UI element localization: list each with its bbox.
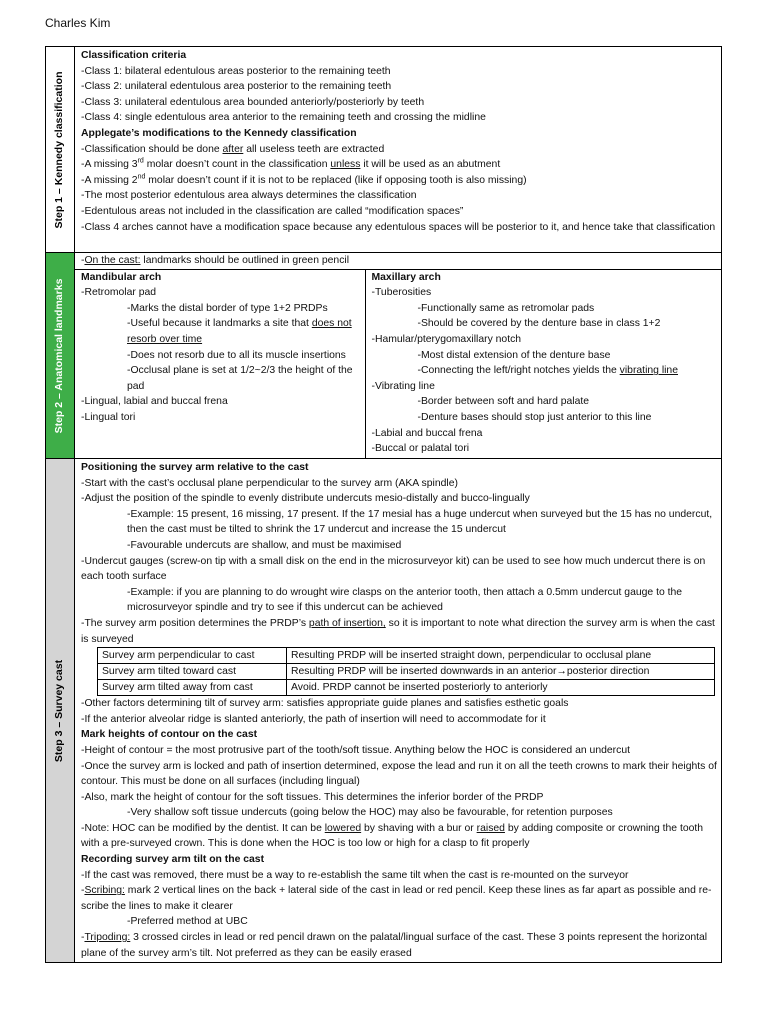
step3-line: -Adjust the position of the spindle to evenly distribute undercuts mesio-distally and bucco-lingually (81, 493, 530, 505)
step3-line: -Preferred method at UBC (127, 916, 248, 928)
step3-line: -Other factors determining tilt of survey arm: satisfies appropriate guide planes and satisfies esthetic goals (81, 698, 569, 710)
step2-row (46, 253, 722, 459)
step1-row (46, 47, 722, 253)
step3-line: -Height of contour = the most protrusive part of the tooth/soft tissue. Anything below the HOC is considered an undercut (81, 744, 630, 756)
modification-3: -A missing 2nd molar doesn’t count if it is not to be replaced (like if opposing tooth is also missing) (81, 173, 527, 186)
mandibular-heading: Mandibular arch (81, 271, 162, 283)
mandibular-item: -Marks the distal border of type 1+2 PRDPs (127, 302, 328, 314)
modification-2: -A missing 3rd molar doesn’t count in the classification unless it will be used as an abutment (81, 157, 501, 171)
maxillary-item: -Connecting the left/right notches yields the vibrating line (417, 365, 678, 377)
modification-5: -Edentulous areas not included in the classification are called “modification spaces” (81, 205, 464, 217)
step3-line: -Once the survey arm is locked and path of insertion determined, expose the lead and run it on all the teeth crowns to mark their heights of contour. This must be done on all surfaces (including lingual) (81, 760, 717, 788)
survey-arm-table (97, 647, 715, 696)
step3-content (75, 459, 722, 963)
criteria-heading: Classification criteria (81, 50, 187, 61)
step3-line: -Favourable undercuts are shallow, and must be maximised (127, 539, 402, 551)
mandibular-item: -Retromolar pad (81, 287, 157, 299)
maxillary-item: -Labial and buccal frena (371, 427, 483, 439)
class-3: -Class 3: unilateral edentulous area bounded anteriorly/posteriorly by teeth (81, 96, 425, 108)
mandibular-item: -Useful because it landmarks a site that does not resorb over time (127, 318, 352, 345)
table-row: Survey arm perpendicular to cast Resulting PRDP will be inserted straight down, perpendicular to occlusal plane (98, 648, 715, 664)
tilt-heading: Recording survey arm tilt on the cast (81, 854, 265, 866)
step3-line: -Very shallow soft tissue undercuts (going below the HOC) may also be favourable, for retention purposes (127, 807, 613, 819)
maxillary-item: -Vibrating line (371, 380, 435, 392)
step3-label: Step 3 – Survey cast (53, 659, 66, 762)
maxillary-item: -Buccal or palatal tori (371, 443, 470, 455)
mandibular-item: -Occlusal plane is set at 1/2~2/3 the height of the pad (127, 365, 353, 392)
arch-columns (75, 270, 722, 458)
notes-table (45, 46, 722, 963)
maxillary-item: -Functionally same as retromolar pads (417, 302, 595, 314)
maxillary-item: -Most distal extension of the denture base (417, 349, 611, 361)
step3-line: -Scribing: mark 2 vertical lines on the back + lateral side of the cast in lead or red pencil. Keep these lines as far apart as possible and re-scribe the lines to make it clearer (81, 885, 712, 912)
maxillary-item: -Border between soft and hard palate (417, 396, 590, 408)
step1-label: Step 1 – Kennedy classification (53, 71, 66, 228)
step1-sidebar (46, 47, 75, 253)
hoc-heading: Mark heights of contour on the cast (81, 729, 258, 741)
step3-line: -Undercut gauges (screw-on tip with a small disk on the end in the microsurveyor kit) can be used to see how much undercut there is on each tooth surface (81, 555, 706, 583)
positioning-heading: Positioning the survey arm relative to the cast (81, 462, 309, 473)
maxillary-item: -Denture bases should stop just anterior to this line (417, 411, 652, 423)
maxillary-item: -Tuberosities (371, 287, 432, 299)
step3-line: -Example: if you are planning to do wrought wire clasps on the anterior tooth, then attach a 0.5mm undercut gauge to the microsurveyor spindle and try to see if this undercut can be achieved (127, 586, 683, 614)
step3-line: -Example: 15 present, 16 missing, 17 present. If the 17 mesial has a huge undercut when surveyed but the 15 has no undercut, then the cast must be tilted to shrink the 17 undercut and increase the 15 undercut (127, 508, 713, 536)
class-4: -Class 4: single edentulous area anterior to the remaining teeth and crossing the midline (81, 112, 486, 124)
modification-4: -The most posterior edentulous area always determines the classification (81, 190, 417, 202)
step2-content (75, 253, 722, 459)
step3-line: -Note: HOC can be modified by the dentist. It can be lowered by shaving with a bur or raised by adding composite or crowning the tooth with a pre-surveyed crown. This is done when the HOC is too low or high for a clasp to fit properly (81, 822, 704, 850)
mandibular-column (75, 270, 365, 458)
mandibular-item: -Lingual, labial and buccal frena (81, 396, 228, 408)
maxillary-column (365, 270, 722, 458)
table-row: Survey arm tilted toward cast Resulting PRDP will be inserted downwards in an anterior→posterior direction (98, 664, 715, 680)
step3-line: -Tripoding: 3 crossed circles in lead or red pencil drawn on the palatal/lingual surface of the cast. These 3 points represent the horizontal plane of the survey arm’s tilt. Not preferred as they can be easily erased (81, 932, 708, 959)
mandibular-item: -Lingual tori (81, 411, 136, 423)
maxillary-item: -Should be covered by the denture base in class 1+2 (417, 318, 661, 330)
step2-sidebar (46, 253, 75, 459)
class-2: -Class 2: unilateral edentulous area posterior to the remaining teeth (81, 81, 392, 93)
step2-label: Step 2 – Anatomical landmarks (53, 278, 66, 433)
step3-row (46, 459, 722, 963)
step3-line: -The survey arm position determines the PRDP’s path of insertion, so it is important to note what direction the survey arm is when the cast is surveyed (81, 617, 715, 645)
modification-1: -Classification should be done after all useless teeth are extracted (81, 143, 385, 155)
modification-6: -Class 4 arches cannot have a modification space because any edentulous spaces will be posterior to it, and hence take that classification (81, 221, 716, 233)
mandibular-item: -Does not resorb due to all its muscle insertions (127, 349, 346, 361)
class-1: -Class 1: bilateral edentulous areas posterior to the remaining teeth (81, 65, 391, 77)
maxillary-heading: Maxillary arch (371, 271, 441, 283)
applegate-heading: Applegate’s modifications to the Kennedy classification (81, 127, 357, 139)
cast-note: -On the cast: landmarks should be outlined in green pencil (75, 253, 721, 270)
step3-line: -Also, mark the height of contour for the soft tissues. This determines the inferior border of the PRDP (81, 791, 544, 803)
step3-sidebar (46, 459, 75, 963)
maxillary-item: -Hamular/pterygomaxillary notch (371, 333, 522, 345)
step3-line: -If the cast was removed, there must be a way to re-establish the same tilt when the cast is re-mounted on the surveyor (81, 869, 629, 881)
step1-content (75, 47, 722, 253)
step3-line: -Start with the cast’s occlusal plane perpendicular to the survey arm (AKA spindle) (81, 477, 458, 489)
step3-line: -If the anterior alveolar ridge is slanted anteriorly, the path of insertion will need to accommodate for it (81, 713, 546, 725)
table-row: Survey arm tilted away from cast Avoid. PRDP cannot be inserted posteriorly to anteriorly (98, 680, 715, 696)
author-name: Charles Kim (45, 16, 111, 30)
